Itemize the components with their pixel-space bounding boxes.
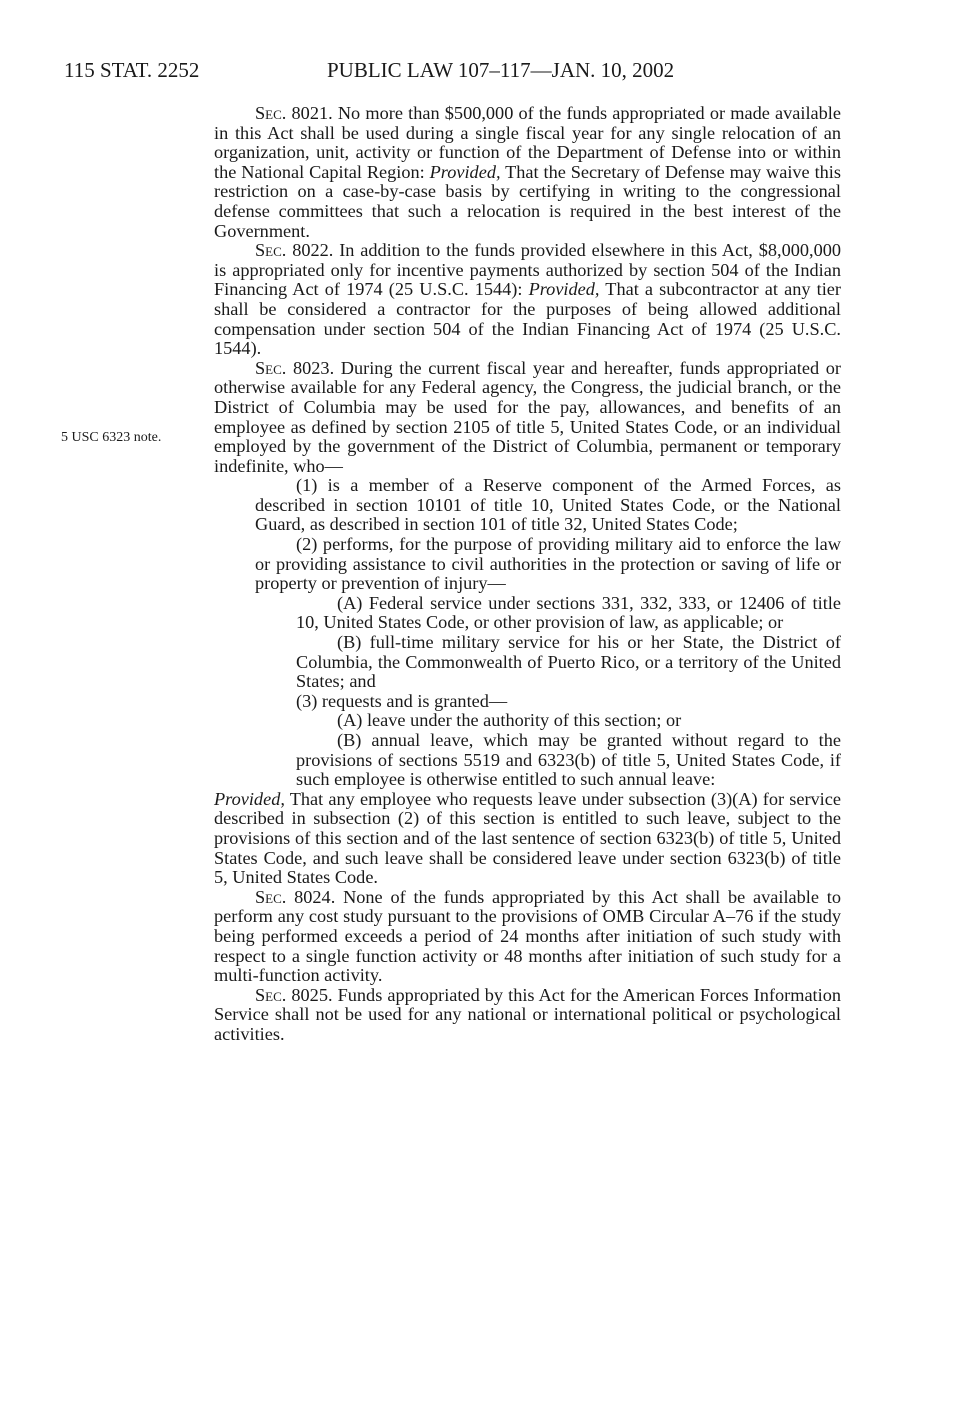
provided-word: Provided, — [528, 279, 600, 300]
section-label: Sec. 8021. — [255, 103, 333, 123]
section-label: Sec. 8023. — [255, 357, 335, 378]
proviso — [214, 790, 841, 888]
section-text: During the current fiscal year and hereafter, funds appropriated or otherwise available for any Federal agency, the Congress, the judicial branch, or the District of Columbia may be used for the pay, allowances, and benefits of an employee as defined by section 2105 of title 5, United States Code, or an individual employed by the government of the District of Columbia, permanent or temporary indefinite, who— — [214, 357, 841, 476]
section-text: That the Secretary of Defense may waive this restriction on a case-by-case basis by certifying in writing to the congressional defense committees that such a relocation is required in the best interest of the Government. — [214, 161, 841, 241]
section-text: Funds appropriated by this Act for the American Forces Information Service shall not be used for any national or international political or psychological activities. — [214, 984, 841, 1044]
subparagraph-2b: (B) full-time military service for his or her State, the District of Columbia, the Commonwealth of Puerto Rico, or a territory of the United States; and — [296, 632, 841, 692]
section-8022 — [214, 241, 841, 359]
section-text: That a subcontractor at any tier shall be considered a contractor for the purposes of being allowed additional compensation under section 504 of the Indian Financing Act of 1974 (25 U.S.C. 1544). — [214, 279, 841, 359]
subparagraph-3b: (B) annual leave, which may be granted without regard to the provisions of sections 5519 and 6323(b) of title 5, United States Code, if such employee is otherwise entitled to such annual leave: — [296, 730, 841, 790]
paragraph-2: (2) performs, for the purpose of providing military aid to enforce the law or providing assistance to civil authorities in the protection or saving of life or property or prevention of injury— — [255, 534, 841, 594]
proviso-text: That any employee who requests leave under subsection (3)(A) for service described in subsection (2) of this section is entitled to such leave, subject to the provisions of this section and of the last sentence of section 6323(b) of title 5, United States Code, and such leave shall be considered leave under section 6323(b) of title 5, United States Code. — [214, 788, 841, 888]
section-text: None of the funds appropriated by this Act shall be available to perform any cost study pursuant to the provisions of OMB Circular A–76 if the study being performed exceeds a period of 24 months after initiation of such study with respect to a single function activity or 48 months after initiation of such study for a multi-function activity. — [214, 886, 841, 986]
provided-word: Provided, — [214, 788, 285, 809]
paragraph-3: (3) requests and is granted— — [296, 690, 508, 711]
section-8025 — [214, 986, 841, 1045]
section-8023 — [214, 359, 841, 477]
section-label: Sec. 8025. — [255, 984, 333, 1005]
document-body — [214, 104, 841, 1045]
subparagraph-3a: (A) leave under the authority of this section; or — [337, 710, 682, 731]
subparagraph-2a: (A) Federal service under sections 331, 332, 333, or 12406 of title 10, United States Code, or other provision of law, as applicable; or — [296, 592, 841, 633]
stat-citation: 115 STAT. 2252 — [64, 58, 200, 82]
section-label: Sec. 8024. — [255, 886, 336, 907]
provided-word: Provided, — [429, 161, 501, 182]
margin-note: 5 USC 6323 note. — [61, 430, 162, 445]
section-8024 — [214, 888, 841, 986]
section-text: In addition to the funds provided elsewhere in this Act, $8,000,000 is appropriated only for incentive payments authorized by section 504 of the Indian Financing Act of 1974 (25 U.S.C. 1544): — [214, 240, 841, 300]
public-law-title: PUBLIC LAW 107–117—JAN. 10, 2002 — [327, 58, 675, 82]
paragraph-1: (1) is a member of a Reserve component of the Armed Forces, as described in section 10101 of title 10, United States Code, or the National Guard, as described in section 101 of title 32, United States Code; — [255, 475, 841, 535]
section-8021 — [214, 104, 841, 241]
section-label: Sec. 8022. — [255, 240, 334, 261]
page-header — [0, 58, 957, 88]
section-text: No more than $500,000 of the funds appropriated or made available in this Act shall be used during a single fiscal year for any single relocation of an organization, unit, activity or function of the Department of Defense into or within the National Capital Region: — [214, 103, 841, 182]
